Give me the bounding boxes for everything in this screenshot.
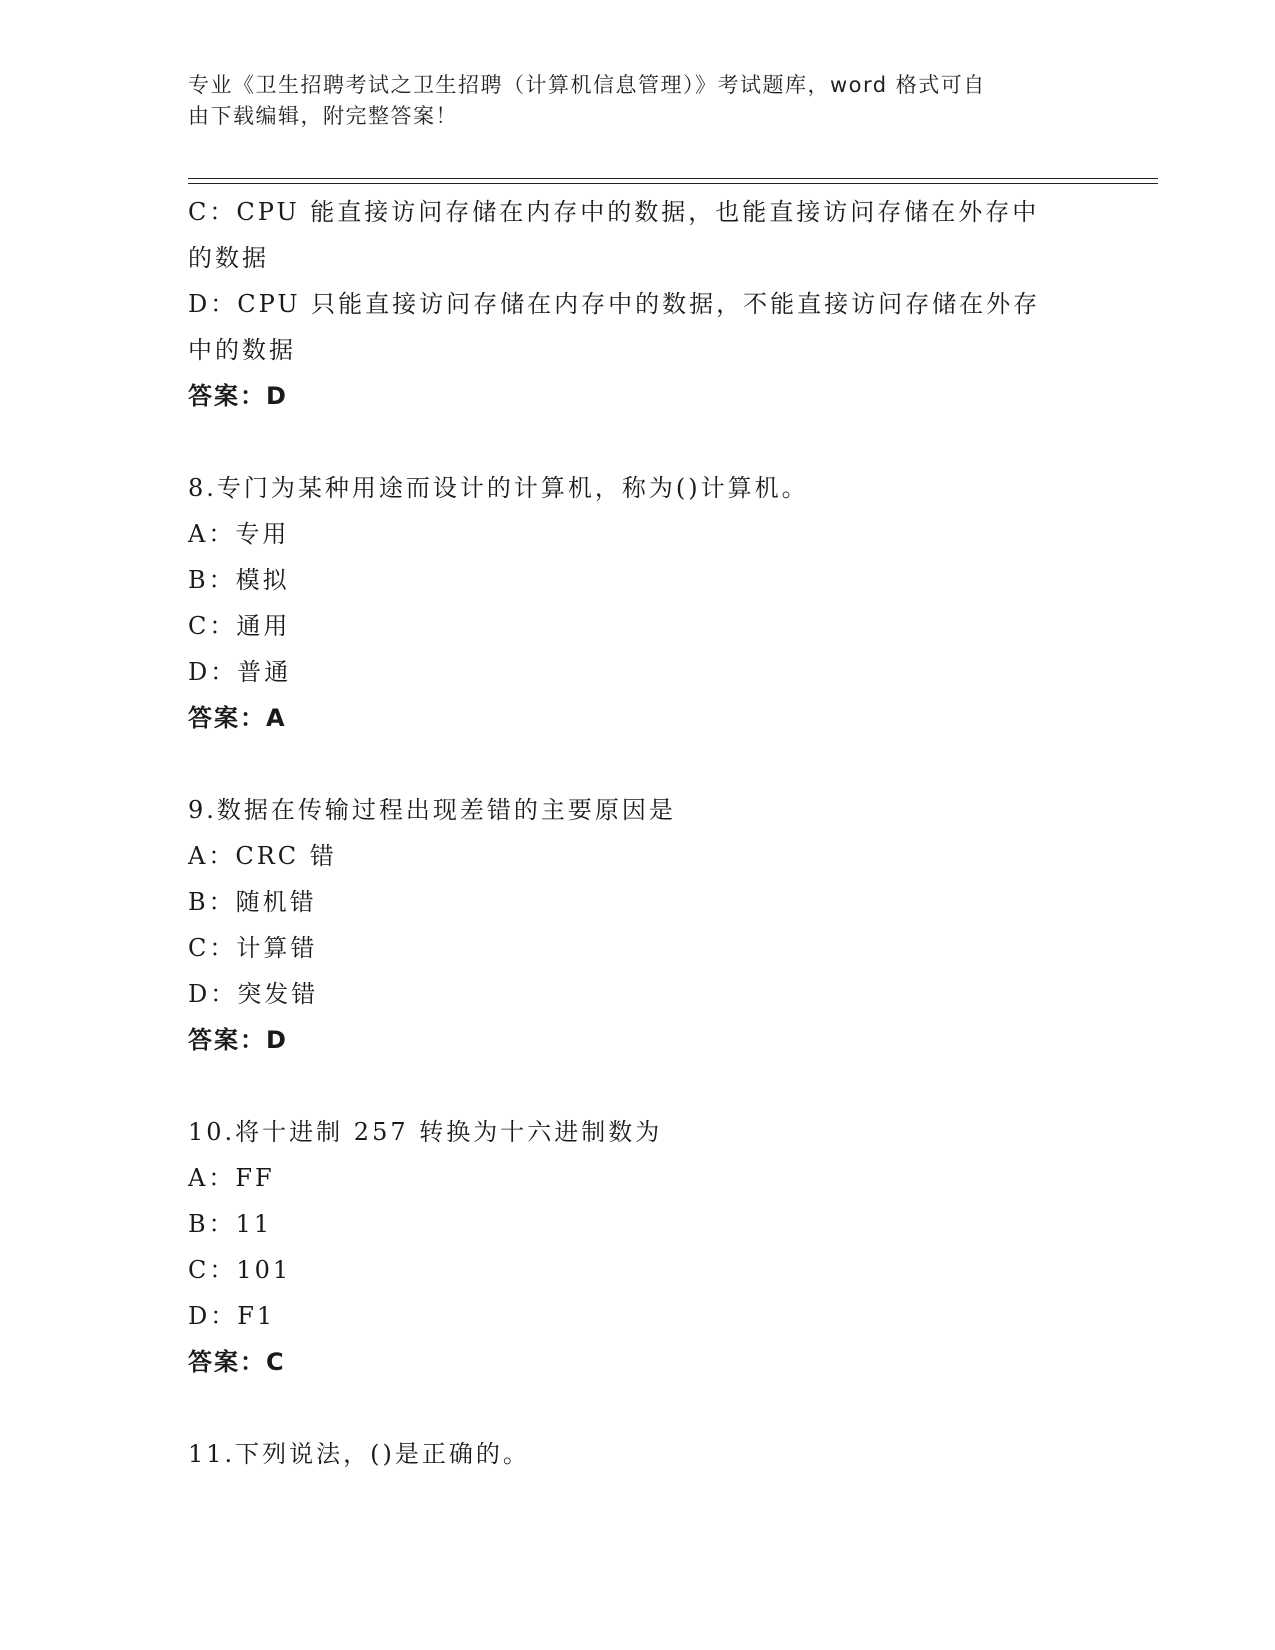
option-c-line-2: 的数据 [188,244,269,272]
header-divider-bottom [188,183,1158,184]
option-b: B：模拟 [188,566,290,594]
answer: 答案：D [188,382,288,410]
answer: 答案：C [188,1348,286,1376]
spacer [188,741,1078,787]
option-d: D：F1 [188,1302,276,1330]
option-a: A：专用 [188,520,290,548]
spacer [188,1385,1078,1431]
question-7-remainder [188,189,1078,419]
option-b: B：随机错 [188,888,317,916]
question-list [188,189,1078,1477]
option-c: C：101 [188,1256,292,1284]
answer: 答案：A [188,704,287,732]
question-stem: 9.数据在传输过程出现差错的主要原因是 [188,796,676,824]
header-line-2: 由下载编辑，附完整答案！ [188,104,458,128]
option-d-line-2: 中的数据 [188,336,296,364]
option-a: A：CRC 错 [188,842,337,870]
option-d: D：突发错 [188,980,319,1008]
question-10 [188,1109,1078,1385]
header-line-1: 专业《卫生招聘考试之卫生招聘（计算机信息管理）》考试题库，word 格式可自 [188,73,986,97]
question-stem: 8.专门为某种用途而设计的计算机，称为()计算机。 [188,474,809,502]
option-a: A：FF [188,1164,275,1192]
option-b: B：11 [188,1210,273,1238]
spacer [188,1063,1078,1109]
option-c-line-1: C：CPU 能直接访问存储在内存中的数据，也能直接访问存储在外存中 [188,198,1040,226]
question-9 [188,787,1078,1063]
question-stem: 10.将十进制 257 转换为十六进制数为 [188,1118,663,1146]
option-d-line-1: D：CPU 只能直接访问存储在内存中的数据，不能直接访问存储在外存 [188,290,1041,318]
option-c: C：计算错 [188,934,318,962]
option-d: D：普通 [188,658,292,686]
question-8 [188,465,1078,741]
answer: 答案：D [188,1026,288,1054]
document-header [188,70,1068,132]
header-divider-top [188,178,1158,179]
question-stem: 11.下列说法，()是正确的。 [188,1440,530,1468]
option-c: C：通用 [188,612,291,640]
spacer [188,419,1078,465]
question-11 [188,1431,1078,1477]
